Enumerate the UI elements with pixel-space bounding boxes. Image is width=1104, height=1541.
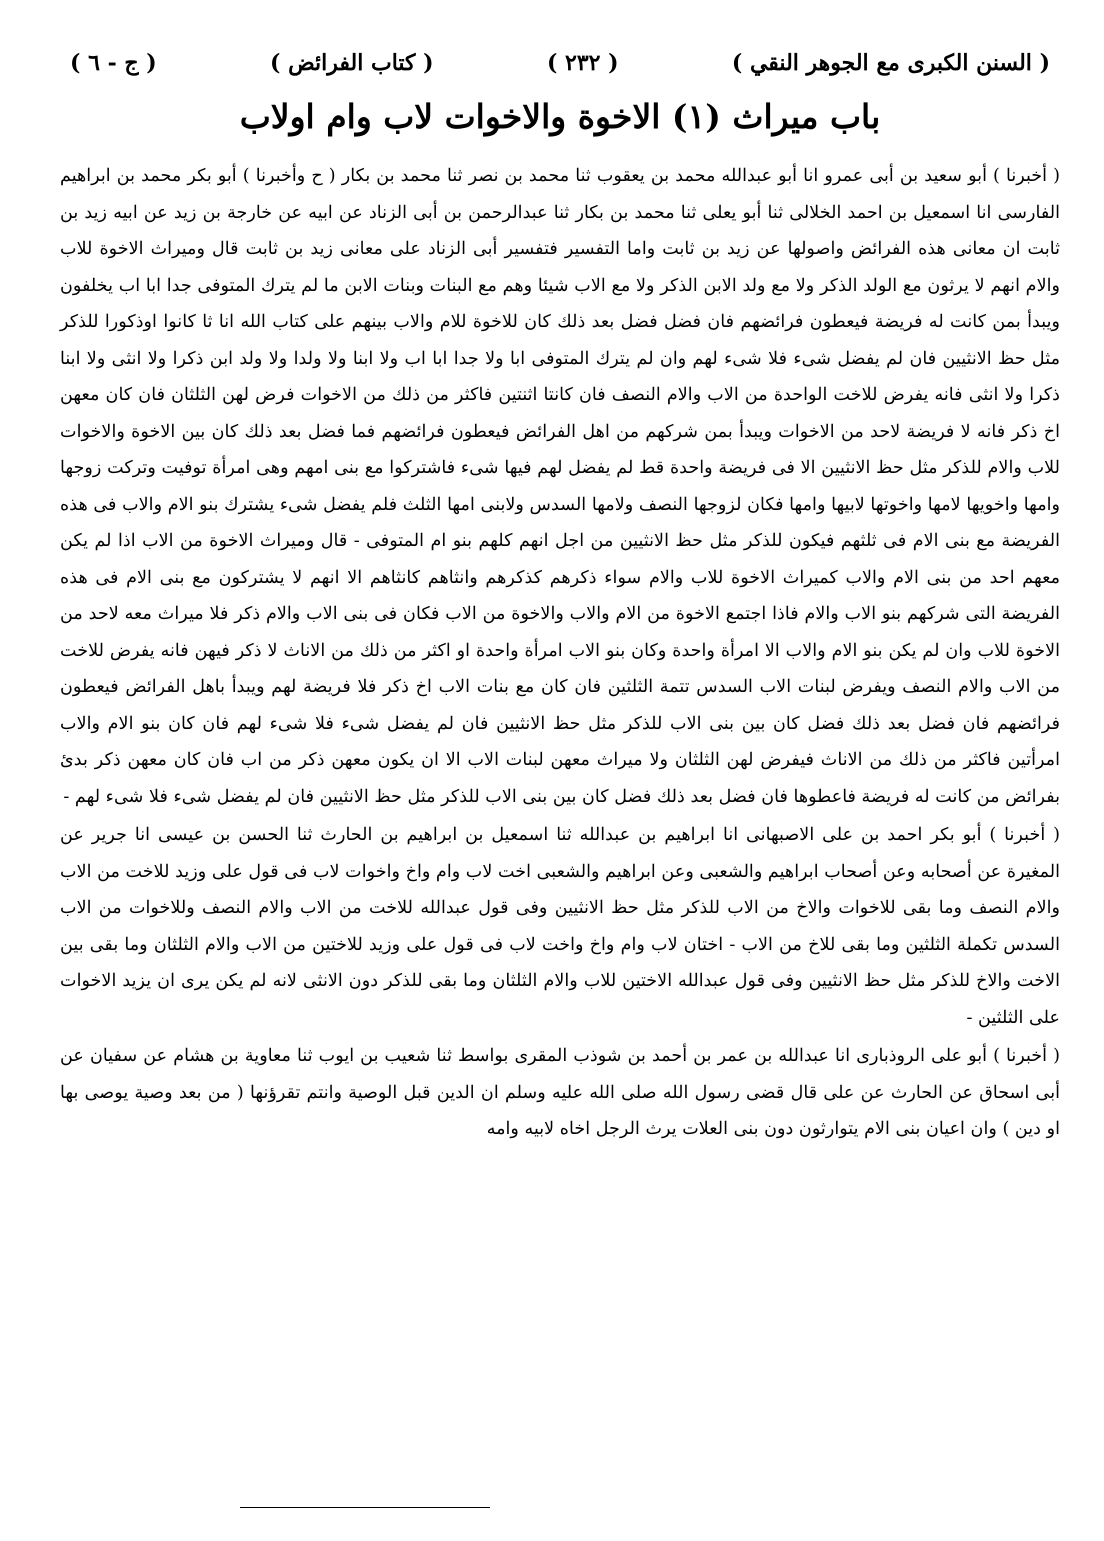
paragraph-1: ( أخبرنا ) أبو سعيد بن أبى عمرو انا أبو عبدالله محمد بن يعقوب ثنا محمد بن نصر ثنا محمد بن بكار ( ح وأخبرنا ) أبو بكر محمد بن ابراهيم الفارسى انا اسمعيل بن احمد الخلالى ثنا أبو يعلى ثنا محمد بن بكار ثنا عبدالرحمن بن أبى الزناد عن ابيه عن خارجة بن زيد عن ابيه زيد بن ثابت ان معانى هذه الفرائض واصولها عن زيد بن ثابت واما التفسير فتفسير أبى الزناد على معانى زيد بن ثابت قال وميراث الاخوة للاب والام انهم لا يرثون مع الولد الذكر ولا مع ولد الابن الذكر ولا مع الاب شيئا وهم مع البنات وبنات الابن ما لم يترك المتوفى جدا ابا اب يخلفون ويبدأ بمن كانت له فريضة فيعطون فرائضهم فان فضل فضل بعد ذلك كان للاخوة للام والاب بينهم على كتاب الله انا ثا كانوا اوذكورا للذكر مثل حظ الانثيين فان لم يفضل شىء فلا شىء لهم وان لم يترك المتوفى ابا ولا جدا ابا اب ولا ابنا ولا ولدا ولا ولد ابن ذكرا ولا انثى ولا ابنا ذكرا ولا انثى فانه يفرض للاخت الواحدة من الاب والام النصف فان كانتا اثنتين فاكثر من ذلك من الاخوات فرض لهن الثلثان فان كان معهن اخ ذكر فانه لا فريضة لاحد من الاخوات ويبدأ بمن شركهم من اهل الفرائض فيعطون فرائضهم فما فضل بعد ذلك كان بين الاخوة والاخوات للاب والام للذكر مثل حظ الانثيين الا فى فريضة واحدة قط لم يفضل لهم فيها شىء فاشتركوا مع بنى امهم وهى امرأة توفيت وتركت زوجها وامها واخويها لامها واخوتها لابيها وامها فكان لزوجها النصف ولامها السدس ولابنى امها الثلث فلم يفضل شىء يشترك بنو الام والاب فى هذه الفريضة مع بنى الام فى ثلثهم فيكون للذكر مثل حظ الانثيين من اجل انهم كلهم بنو ام المتوفى - قال وميراث الاخوة من الاب اذا لم يكن معهم احد من بنى الام والاب كميراث الاخوة للاب والام سواء ذكرهم كذكرهم وانثاهم كانثاهم الا انهم لا يشتركون مع بنى الام فى هذه الفريضة التى شركهم بنو الاب والام فاذا اجتمع الاخوة من الام والاب والاخوة من الاب فكان فى بنى الاب والام ذكر فلا ميراث معه لاحد من الاخوة للاب وان لم يكن بنو الام والاب الا امرأة واحدة وكان بنو الاب امرأة واحدة او اكثر من ذلك من الاناث لا ذكر فيهن فانه يفرض للاخت من الاب والام النصف ويفرض لبنات الاب السدس تتمة الثلثين فان كان مع بنات الاب اخ ذكر فلا فريضة لهم ويبدأ باهل الفرائض فيعطون فرائضهم فان فضل بعد ذلك فضل كان بين بنى الاب للذكر مثل حظ الانثيين فان لم يفضل شىء فلا شىء لهم فان كان بنو الام والاب امرأتين فاكثر من ذلك من الاناث فيفرض لهن الثلثان ولا ميراث معهن لبنات الاب الا ان يكون معهن ذكر من اب فان كان معهن ذكر بدئ بفرائض من كانت له فريضة فاعطوها فان فضل بعد ذلك فضل كان بين بنى الاب للذكر مثل حظ الانثيين فان لم يفضل شىء فلا شىء لهم - (60, 166, 1060, 807)
paragraph-3: ( أخبرنا ) أبو على الروذبارى انا عبدالله بن عمر بن أحمد بن شوذب المقرى بواسط ثنا شعيب بن ايوب ثنا معاوية بن هشام عن سفيان عن أبى اسحاق عن الحارث عن على قال قضى رسول الله صلى الله عليه وسلم ان الدين قبل الوصية وانتم تقرؤنها ( من بعد وصية يوصى بها او دين ) وان اعيان بنى الام يتوارثون دون بنى العلات يرث الرجل اخاه لابيه وامه (60, 1046, 1060, 1139)
section-title: ( كتاب الفرائض ) (270, 50, 434, 76)
body-text (60, 158, 1060, 1148)
page-number: ( ٢٣٢ ) (546, 50, 619, 76)
footnote-divider (240, 1507, 490, 1508)
book-title: ( السنن الكبرى مع الجوهر النقي ) (731, 50, 1050, 76)
paragraph-2: ( أخبرنا ) أبو بكر احمد بن على الاصبهانى انا ابراهيم بن عبدالله ثنا اسمعيل بن ابراهيم بن الحارث ثنا الحسن بن عيسى انا جرير عن المغيرة عن أصحابه وعن أصحاب ابراهيم والشعبى وعن ابراهيم والشعبى اخت لاب وام واخ واخوات لاب فى قول على وزيد للاخت من الاب والام النصف وما بقى للاخوات والاخ من الاب للذكر مثل حظ الانثيين وفى قول عبدالله للاخت من الاب والام النصف وللاخوات من الاب السدس تكملة الثلثين وما بقى للاخ من الاب - اختان لاب وام واخ واخت لاب فى قول على وزيد للاختين من الاب والام الثلثان وما بقى بين الاخت والاخ للذكر مثل حظ الانثيين وفى قول عبدالله الاختين للاب والام الثلثان وما بقى للذكر دون الانثى لانه لم يكن يرى ان يزيد الاخوات على الثلثين - (60, 825, 1060, 1028)
chapter-title: باب ميراث (١) الاخوة والاخوات لاب وام اولاب (239, 97, 881, 136)
volume-number: ( ج - ٦ ) (70, 50, 157, 76)
running-header (60, 40, 1060, 86)
document-page (60, 40, 1060, 1510)
